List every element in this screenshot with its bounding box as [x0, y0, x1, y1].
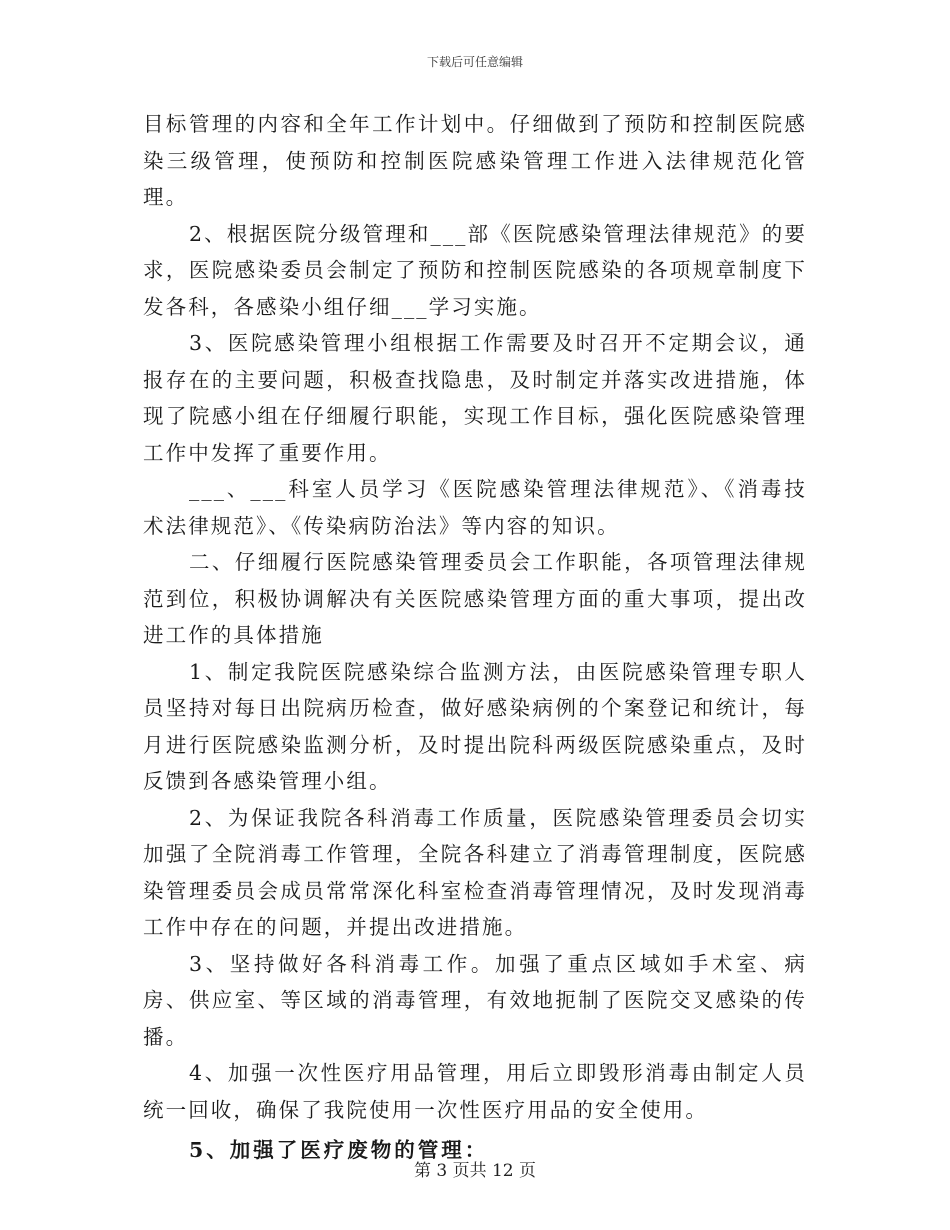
- paragraph: 4、加强一次性医疗用品管理，用后立即毁形消毒由制定人员统一回收，确保了我院使用一次性医疗用品的安全使用。: [143, 1061, 807, 1122]
- paragraph: 2、根据医院分级管理和___部《医院感染管理法律规范》的要求，医院感染委员会制定了预防和控制医院感染的各项规章制度下发各科，各感染小组仔细___学习实施。: [143, 221, 807, 319]
- paragraph: 3、医院感染管理小组根据工作需要及时召开不定期会议，通报存在的主要问题，积极查找隐患，及时制定并落实改进措施，体现了院感小组在仔细履行职能，实现工作目标，强化医院感染管理工作中发挥了重要作用。: [143, 331, 807, 465]
- page-header: 下载后可任意编辑: [426, 55, 523, 69]
- paragraph: 2、为保证我院各科消毒工作质量，医院感染管理委员会切实加强了全院消毒工作管理，全院各科建立了消毒管理制度，医院感染管理委员会成员常常深化科室检查消毒管理情况，及时发现消毒工作中存在的问题，并提出改进措施。: [143, 805, 807, 939]
- document-body: [143, 106, 807, 1169]
- paragraph: ___、___科室人员学习《医院感染管理法律规范》、《消毒技术法律规范》、《传染病防治法》等内容的知识。: [143, 477, 807, 538]
- section-heading-paragraph: 二、仔细履行医院感染管理委员会工作职能，各项管理法律规范到位，积极协调解决有关医院感染管理方面的重大事项，提出改进工作的具体措施: [143, 550, 807, 647]
- page-number: 第 3 页共 12 页: [413, 1161, 537, 1181]
- paragraph: 3、坚持做好各科消毒工作。加强了重点区域如手术室、病房、供应室、等区域的消毒管理，有效地扼制了医院交叉感染的传播。: [143, 951, 807, 1049]
- paragraph: 目标管理的内容和全年工作计划中。仔细做到了预防和控制医院感染三级管理，使预防和控制医院感染管理工作进入法律规范化管理。: [143, 112, 807, 209]
- paragraph: 1、制定我院医院感染综合监测方法，由医院感染管理专职人员坚持对每日出院病历检查，做好感染病例的个案登记和统计，每月进行医院感染监测分析，及时提出院科两级医院感染重点，及时反馈到各感染管理小组。: [143, 659, 807, 793]
- bold-subheading: 5、加强了医疗废物的管理：: [189, 1138, 489, 1162]
